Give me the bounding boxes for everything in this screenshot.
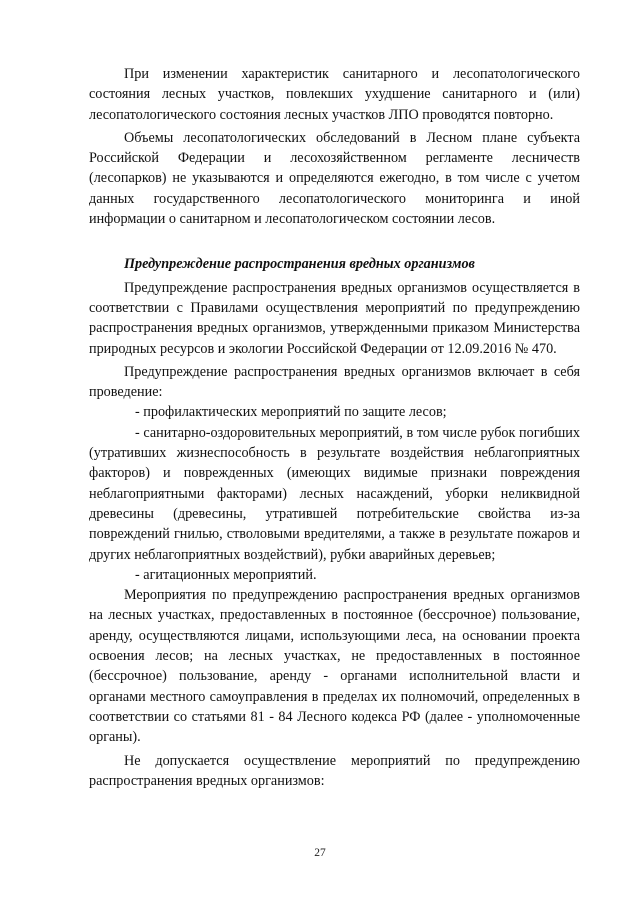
paragraph-survey-volumes: Объемы лесопатологических обследований в Лесном плане субъекта Российской Федерации и лесохозяйственном регламенте лесничеств (лесопарков) не указываются и определяются ежегодно, в том числе с учетом данных государственного лесопатологического мониторинга и иной информации о санитарном и лесопатологическом состоянии лесов.: [89, 129, 580, 228]
paragraph-repeat-survey: При изменении характеристик санитарного и лесопатологического состояния лесных участков, повлекших ухудшение санитарного и (или) лесопатологического состояния лесных участков ЛПО проводятся повторно.: [89, 66, 580, 123]
list-item: - профилактических мероприятий по защите лесов;: [135, 404, 447, 421]
section-heading: Предупреждение распространения вредных организмов: [124, 256, 475, 273]
list-item: - агитационных мероприятий.: [135, 566, 317, 583]
paragraph-includes: Предупреждение распространения вредных организмов включает в себя проведение:: [89, 363, 580, 401]
document-body: [89, 64, 580, 791]
paragraph-measures: Мероприятия по предупреждению распространения вредных организмов на лесных участках, предоставленных в постоянное (бессрочное) пользование, аренду, осуществляются лицами, использующими леса, на основании проекта освоения лесов; на лесных участках, не предоставленных в постоянное (бессрочное) пользование, аренду - органами исполнительной власти и органами местного самоуправления в пределах их полномочий, определенных в соответствии со статьями 81 - 84 Лесного кодекса РФ (далее - уполномоченные органы).: [89, 587, 580, 746]
page-number: 27: [314, 847, 326, 859]
paragraph-prohibited: Не допускается осуществление мероприятий по предупреждению распространения вредных организмов:: [89, 752, 580, 789]
paragraph-rules: Предупреждение распространения вредных организмов осуществляется в соответствии с Правилами осуществления мероприятий по предупреждению распространения вредных организмов, утвержденными приказом Министерства природных ресурсов и экологии Российской Федерации от 12.09.2016 № 470.: [89, 279, 580, 357]
list-item: - санитарно-оздоровительных мероприятий, в том числе рубок погибших (утративших жизнеспособность в результате воздействия неблагоприятных факторов) и поврежденных (имеющих видимые признаки повреждения неблагоприятными факторами) лесных насаждений, уборки неликвидной древесины (древесины, утратившей потребительские свойства из-за повреждений гнилью, стволовыми вредителями, а также в результате пожаров и других неблагоприятных воздействий), рубки аварийных деревьев;: [89, 424, 580, 563]
